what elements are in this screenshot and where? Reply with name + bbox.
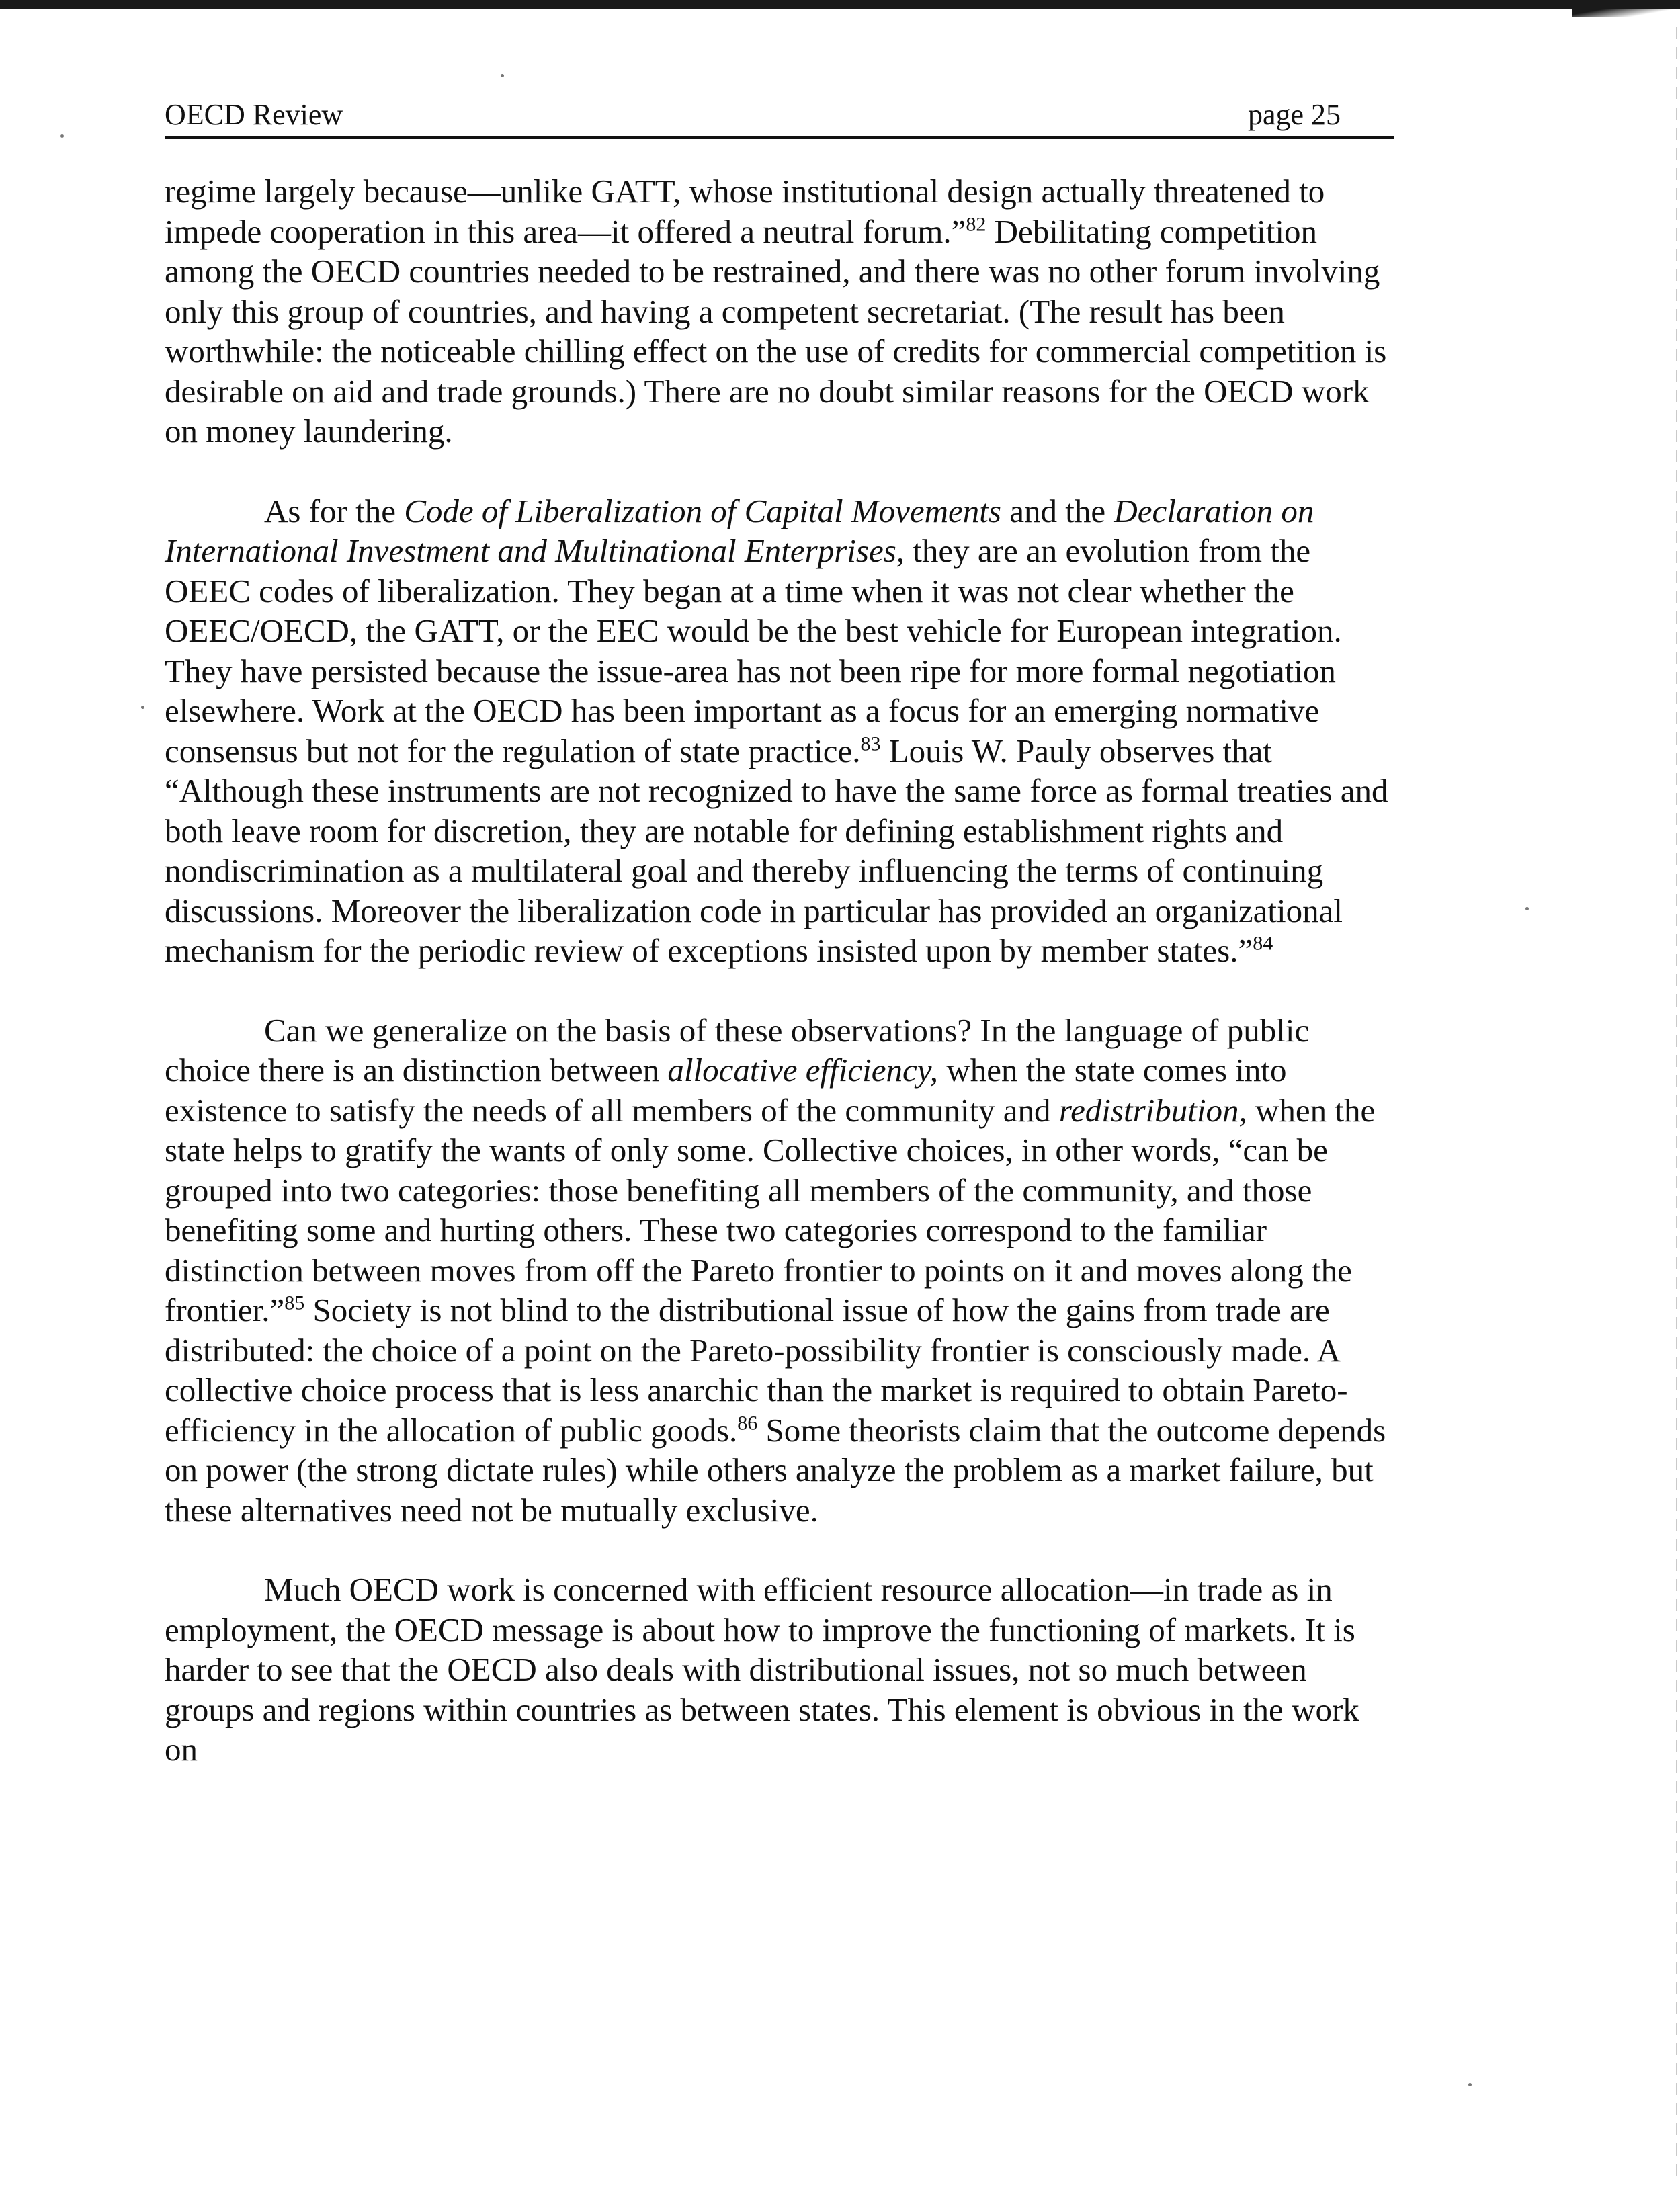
scan-speck: [141, 706, 144, 709]
scan-corner-curl: [1572, 0, 1680, 17]
scan-speck: [1468, 2083, 1472, 2086]
text-run: when the state helps to gratify the wants of only some. Collective choices, in other words, “can be grouped into two categories: those benefiting all members of the community, and those benefiting some and hurting others. These two categories correspond to the familiar distinction between moves from off the Pareto frontier to points on it and moves along the frontier.”: [165, 1091, 1376, 1328]
document-page: [165, 94, 1394, 1810]
header-title: OECD Review: [165, 98, 343, 131]
text-run: Society is not blind to the distributional issue of how the gains from trade are distributed: the choice of a point on the Pareto-possibility frontier is consciously made. A collective choice process that is less anarchic than the market is required to obtain Pareto-efficiency in the allocation of public goods.: [165, 1291, 1348, 1449]
text-run: As for the: [264, 492, 405, 529]
paragraph: [165, 1570, 1394, 1770]
italic-title: Declaration on International Investment and Multinational Enterprises,: [165, 492, 1314, 569]
italic-title: Code of Liberalization of Capital Movements: [404, 492, 1001, 529]
text-run: they are an evolution from the OEEC codes of liberalization. They began at a time when it was not clear whether the OEEC/OECD, the GATT, or the EEC would be the best vehicle for European integration. They have persisted because the issue-area has not been ripe for more formal negotiation elsewhere. Work at the OECD has been important as a focus for an emerging normative consensus but not for the regulation of state practice.: [165, 532, 1342, 769]
footnote-ref: 82: [966, 213, 986, 236]
italic-title: redistribution,: [1058, 1091, 1247, 1129]
scan-speck: [60, 134, 64, 138]
text-run: and the: [1001, 492, 1114, 529]
text-run: when the state comes into existence to satisfy the needs of all members of the community and: [165, 1052, 1287, 1129]
running-header: [165, 94, 1394, 139]
paragraph: [165, 171, 1394, 452]
text-run: Can we generalize on the basis of these observations? In the language of public choice there is an distinction between: [165, 1011, 1310, 1089]
scan-top-edge: [0, 0, 1680, 9]
text-run: Some theorists claim that the outcome depends on power (the strong dictate rules) while others analyze the problem as a market failure, but these alternatives need not be mutually exclusive.: [165, 1411, 1386, 1529]
scan-speck: [501, 74, 504, 77]
scan-speck: [1525, 907, 1529, 910]
text-run: Debilitating competition among the OECD countries needed to be restrained, and there was no other forum involving only this group of countries, and having a competent secretariat. (The result has been worthwhile: the noticeable chilling effect on the use of credits for commercial competition is desirable on aid and trade grounds.) There are no doubt similar reasons for the OECD work on money laundering.: [165, 212, 1387, 450]
body-text: [165, 171, 1394, 1770]
scan-margin-line: [1676, 27, 1677, 2177]
footnote-ref: 83: [860, 732, 881, 755]
text-run: Much OECD work is concerned with efficient resource allocation—in trade as in employment, the OECD message is about how to improve the functioning of markets. It is harder to see that the OECD also deals with distributional issues, not so much between groups and regions within countries as between states. This element is obvious in the work on: [165, 1571, 1359, 1768]
footnote-ref: 86: [737, 1412, 758, 1435]
italic-title: allocative efficiency,: [667, 1052, 939, 1089]
paragraph: [165, 491, 1394, 971]
footnote-ref: 85: [284, 1291, 305, 1314]
text-run: Louis W. Pauly observes that “Although these instruments are not recognized to have the same force as formal treaties and both leave room for discretion, they are notable for defining establishment rights and nondiscrimination as a multilateral goal and thereby influencing the terms of continuing discussions. Moreover the liberalization code in particular has provided an organizational mechanism for the periodic review of exceptions insisted upon by member states.”: [165, 732, 1388, 969]
paragraph: [165, 1011, 1394, 1531]
page-number: page 25: [1247, 98, 1341, 131]
footnote-ref: 84: [1253, 932, 1273, 955]
text-run: regime largely because—unlike GATT, whose institutional design actually threatened to impede cooperation in this area—it offered a neutral forum.”: [165, 173, 1325, 250]
